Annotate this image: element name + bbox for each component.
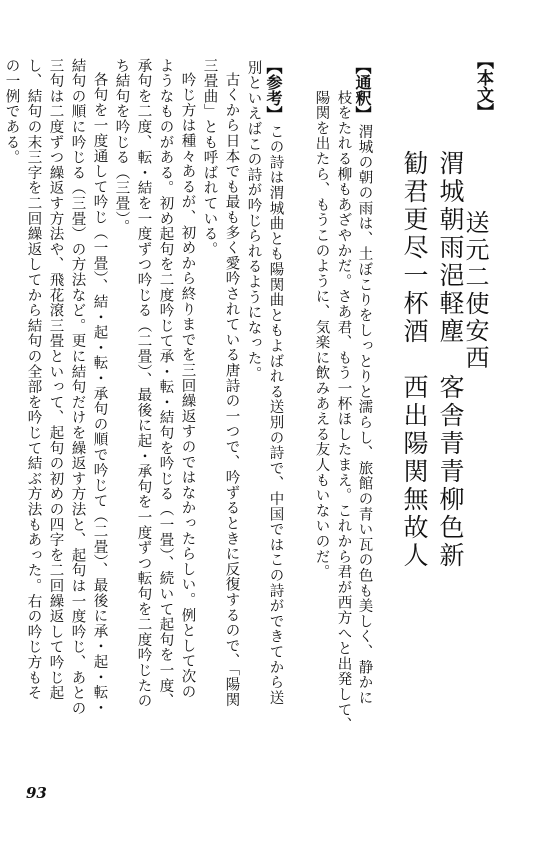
sankou-label: 【参考】 (264, 58, 283, 122)
tsuyaku-label: 【通釈】 (353, 58, 372, 122)
sankou-line-10: 結句の順に吟じる（三畳）の方法など。更に結句だけを繰返す方法と、起句は一度吟じ、あとの (69, 58, 86, 716)
sankou-line-6: ようなものがある。初め起句を二度吟じて承・転・結句を吟じる（一畳）、続いて起句を一度、 (157, 58, 174, 709)
sankou-line-4: 三畳曲」とも呼ばれている。 (201, 58, 218, 257)
sankou-line-11: 三句は二度ずつ繰返す方法や、飛花滾三畳といって、起句の初めの四字を二回繰返して吟じ起 (47, 58, 64, 701)
sankou-line-2: 別といえばこの詩が吟じられるようになった。 (245, 60, 262, 382)
sankou-line-3: 古くから日本でも最も多く愛吟されている唐詩の一つで、吟ずるときに反復するので、「陽関 (223, 72, 240, 708)
sankou-line-13: の一例である。 (3, 58, 20, 166)
page-number: 93 (26, 784, 47, 802)
sankou-line-9: 各句を一度通して吟じ（一畳）、結・起・転・承句の順で吟じて（二畳）、最後に承・起・転・ (91, 72, 108, 716)
sankou-line-7: 承句を二度、転・結を一度ずつ吟じる（二畳）、最後に起・承句を一度ずつ転句を二度吟じたの (135, 58, 152, 709)
poem-line-1: 渭城朝雨浥軽塵 客舎青青柳色新 (436, 150, 465, 570)
tsuyaku-line-3: 陽関を出たら、もうこのように、気楽に飲みあえる友人もいないのだ。 (313, 90, 330, 580)
sankou-line-5: 吟じ方は種々あるが、初めから終りまでを三回繰返すのではなかったらしい。例として次の (179, 72, 196, 700)
sankou-line-8: ち結句を吟じる（三畳）。 (113, 58, 130, 235)
tsuyaku-line-2: 枝をたれる柳もあざやかだ。さあ君、もう一杯ほしたまえ。これから君が西方へと出発して、 (335, 90, 352, 733)
tsuyaku-line-1: 渭城の朝の雨は、土ぼこりをしっとりと濡らし、旅館の青い瓦の色も美しく、静かに (356, 124, 373, 706)
sankou-line-1: この詩は渭城曲とも陽関曲ともよばれる送別の詩で、中国ではこの詩ができてから送 (267, 124, 284, 706)
poem-line-2: 勧君更尽一杯酒 西出陽関無故人 (400, 150, 429, 570)
poem-title: 送元二使安西 (461, 210, 489, 372)
honbun-label: 【本文】 (473, 52, 493, 120)
sankou-line-12: し、結句の末三字を二回繰返してから結句の全部を吟じて結ぶ方法もあった。右の吟じ方もそ (25, 58, 42, 701)
